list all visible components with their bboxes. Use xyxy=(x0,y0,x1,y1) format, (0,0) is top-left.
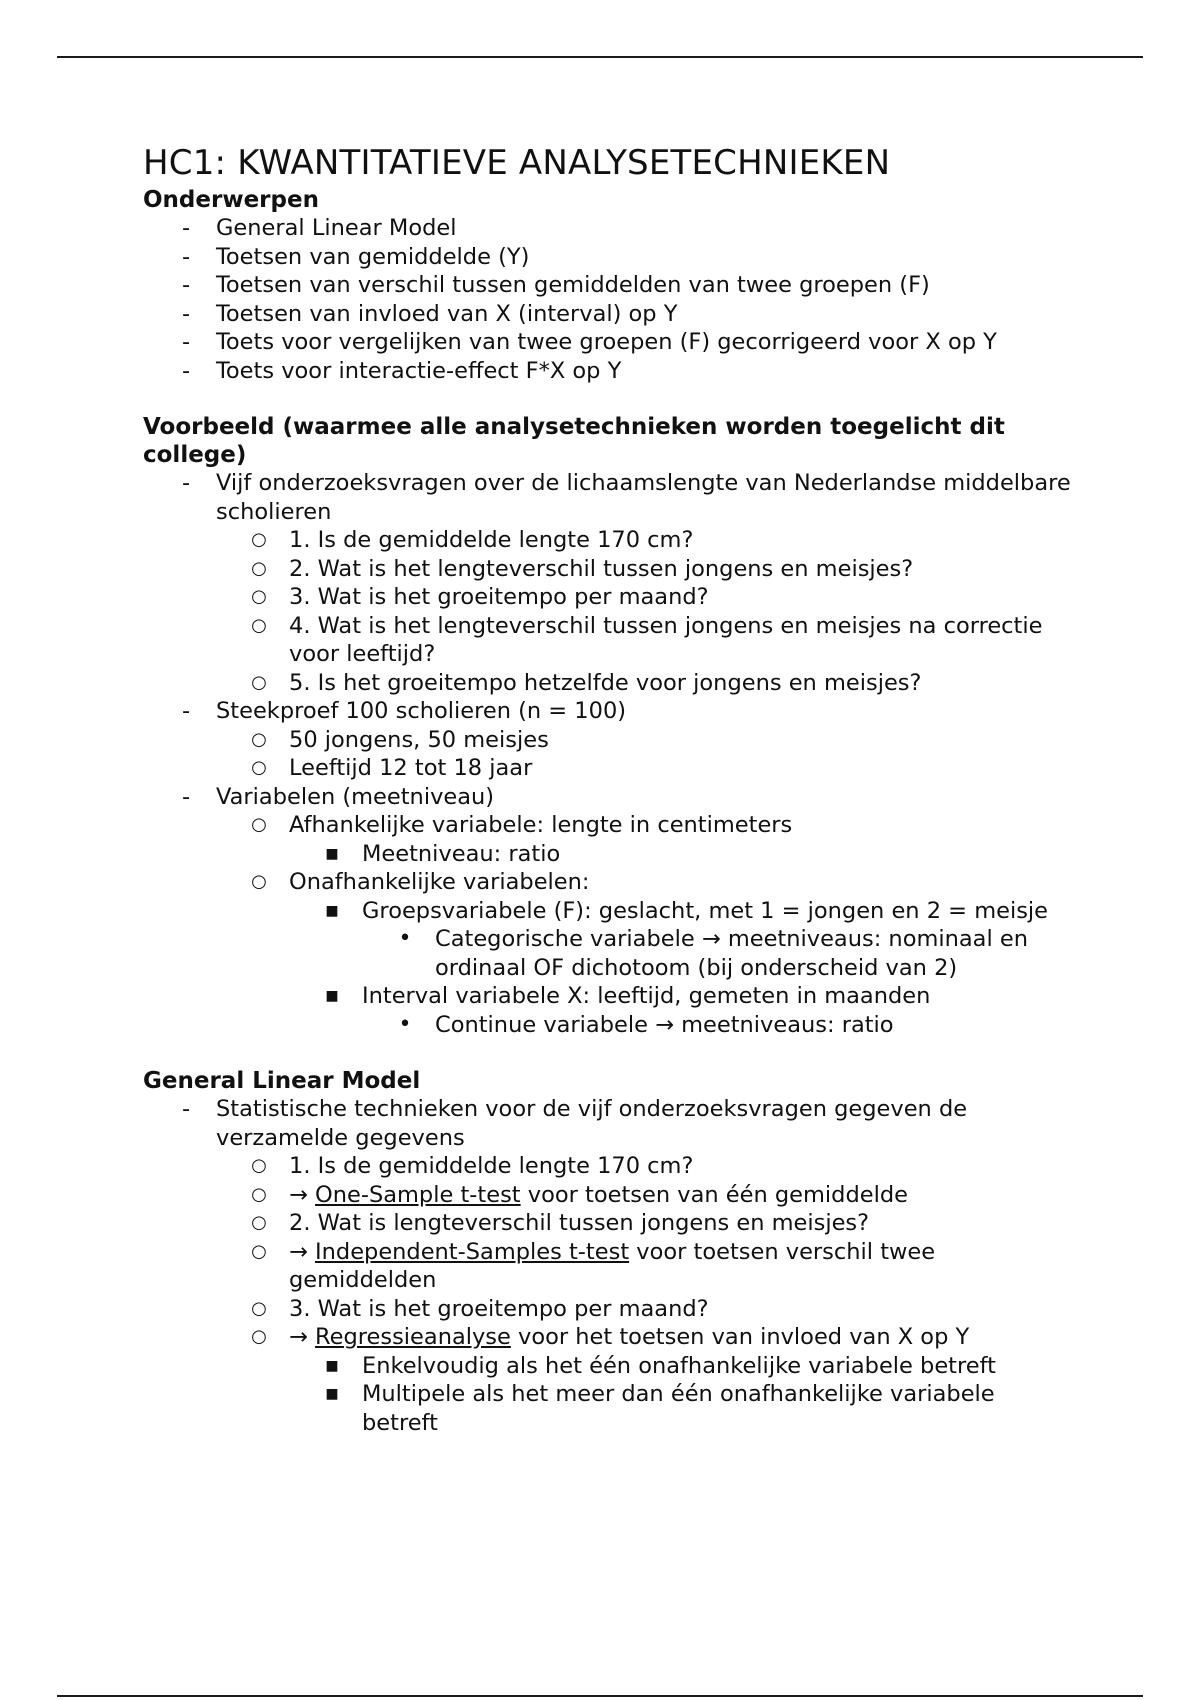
list-item: ○ 2. Wat is het lengteverschil tussen jongens en meisjes? xyxy=(143,555,1073,584)
list-item: ○ 1. Is de gemiddelde lengte 170 cm? xyxy=(143,1152,1073,1181)
list-item: - Toets voor interactie-effect F*X op Y xyxy=(143,357,1073,386)
circle-bullet-icon: ○ xyxy=(251,1212,267,1233)
list-item: - Toetsen van invloed van X (interval) op Y xyxy=(143,300,1073,329)
dash-bullet-icon: - xyxy=(181,1096,191,1122)
circle-bullet-icon: ○ xyxy=(251,1155,267,1176)
list-item: - Toetsen van gemiddelde (Y) xyxy=(143,243,1073,272)
circle-bullet-icon: ○ xyxy=(251,757,267,778)
dash-bullet-icon: - xyxy=(181,300,191,327)
square-bullet-icon: ■ xyxy=(325,902,339,919)
circle-bullet-icon: ○ xyxy=(251,557,267,579)
circle-bullet-icon: ○ xyxy=(251,1297,267,1319)
list-item: • Continue variabele → meetniveaus: ratio xyxy=(143,1011,1073,1040)
list-item: ○ 3. Wat is het groeitempo per maand? xyxy=(143,583,1073,612)
circle-bullet-icon: ○ xyxy=(251,671,267,693)
dash-bullet-icon: - xyxy=(181,243,191,270)
square-bullet-icon: ■ xyxy=(325,988,339,1004)
list-item: ○ → Independent-Samples t-test voor toetsen verschil twee gemiddelden xyxy=(143,1238,1073,1295)
glm-list xyxy=(143,1095,1073,1437)
list-item: ■ Enkelvoudig als het één onafhankelijke variabele betreft xyxy=(143,1352,1073,1381)
footer-rule xyxy=(57,1695,1143,1697)
dot-bullet-icon: • xyxy=(398,926,412,951)
list-item: ■ Groepsvariabele (F): geslacht, met 1 = jongen en 2 = meisje xyxy=(143,897,1073,926)
circle-bullet-icon: ○ xyxy=(251,614,267,636)
list-item: - Toetsen van verschil tussen gemiddelden van twee groepen (F) xyxy=(143,271,1073,300)
dash-bullet-icon: - xyxy=(181,329,191,355)
dash-bullet-icon: - xyxy=(181,215,191,241)
dot-bullet-icon: • xyxy=(398,1011,412,1037)
list-item: • Categorische variabele → meetniveaus: nominaal en ordinaal OF dichotoom (bij onderscheid van 2) xyxy=(143,925,1073,982)
list-item: - Toets voor vergelijken van twee groepen (F) gecorrigeerd voor X op Y xyxy=(143,328,1073,357)
circle-bullet-icon: ○ xyxy=(251,1326,267,1347)
list-item: ○ 4. Wat is het lengteverschil tussen jongens en meisjes na correctie voor leeftijd? xyxy=(143,612,1073,669)
dash-bullet-icon: - xyxy=(181,470,191,496)
list-item: ○ 2. Wat is lengteverschil tussen jongens en meisjes? xyxy=(143,1209,1073,1238)
section-heading-onderwerpen: Onderwerpen xyxy=(143,187,319,213)
square-bullet-icon: ■ xyxy=(325,1386,339,1402)
list-item: ○ Onafhankelijke variabelen: xyxy=(143,868,1073,897)
dash-bullet-icon: - xyxy=(181,783,191,810)
circle-bullet-icon: ○ xyxy=(251,1240,267,1262)
method-one-sample-t-test: One-Sample t-test xyxy=(315,1181,521,1208)
spacer xyxy=(143,1039,1073,1067)
list-item: - Statistische technieken voor de vijf onderzoeksvragen gegeven de verzamelde gegevens xyxy=(143,1095,1073,1152)
list-item: ○ 3. Wat is het groeitempo per maand? xyxy=(143,1295,1073,1324)
square-bullet-icon: ■ xyxy=(325,845,339,862)
circle-bullet-icon: ○ xyxy=(251,1183,267,1205)
page-title: HC1: KWANTITATIEVE ANALYSETECHNIEKEN xyxy=(143,143,891,183)
list-item: - General Linear Model xyxy=(143,214,1073,243)
document-body xyxy=(143,140,1073,1437)
right-arrow-icon: → xyxy=(289,1238,308,1265)
right-arrow-icon: → xyxy=(289,1181,308,1208)
circle-bullet-icon: ○ xyxy=(251,586,267,607)
method-independent-samples-t-test: Independent-Samples t-test xyxy=(315,1238,630,1265)
dash-bullet-icon: - xyxy=(181,272,191,298)
right-arrow-icon: → xyxy=(289,1324,308,1350)
list-item: - Steekproef 100 scholieren (n = 100) xyxy=(143,697,1073,726)
voorbeeld-list xyxy=(143,469,1073,1039)
header-rule xyxy=(57,56,1143,58)
list-item: ○ 50 jongens, 50 meisjes xyxy=(143,726,1073,755)
dash-bullet-icon: - xyxy=(181,698,191,724)
section-heading-glm: General Linear Model xyxy=(143,1068,421,1094)
list-item: ■ Meetniveau: ratio xyxy=(143,840,1073,869)
circle-bullet-icon: ○ xyxy=(251,728,267,750)
circle-bullet-icon: ○ xyxy=(251,871,267,892)
method-regressieanalyse: Regressieanalyse xyxy=(315,1324,511,1350)
square-bullet-icon: ■ xyxy=(325,1357,339,1374)
list-item: ○ 5. Is het groeitempo hetzelfde voor jongens en meisjes? xyxy=(143,669,1073,698)
list-item: - Vijf onderzoeksvragen over de lichaamslengte van Nederlandse middelbare scholieren xyxy=(143,469,1073,526)
circle-bullet-icon: ○ xyxy=(251,814,267,835)
list-item: ■ Multipele als het meer dan één onafhankelijke variabele betreft xyxy=(143,1380,1073,1437)
circle-bullet-icon: ○ xyxy=(251,529,267,550)
list-item: ■ Interval variabele X: leeftijd, gemeten in maanden xyxy=(143,982,1073,1011)
section-heading-voorbeeld: Voorbeeld (waarmee alle analysetechnieken worden toegelicht dit college) xyxy=(143,414,1005,468)
list-item: ○ 1. Is de gemiddelde lengte 170 cm? xyxy=(143,526,1073,555)
list-item: ○ → Regressieanalyse voor het toetsen van invloed van X op Y xyxy=(143,1323,1073,1352)
onderwerpen-list xyxy=(143,214,1073,385)
list-item: ○ Afhankelijke variabele: lengte in centimeters xyxy=(143,811,1073,840)
dash-bullet-icon: - xyxy=(181,357,191,384)
spacer xyxy=(143,385,1073,413)
list-item: ○ Leeftijd 12 tot 18 jaar xyxy=(143,754,1073,783)
list-item: ○ → One-Sample t-test voor toetsen van één gemiddelde xyxy=(143,1181,1073,1210)
list-item: - Variabelen (meetniveau) xyxy=(143,783,1073,812)
